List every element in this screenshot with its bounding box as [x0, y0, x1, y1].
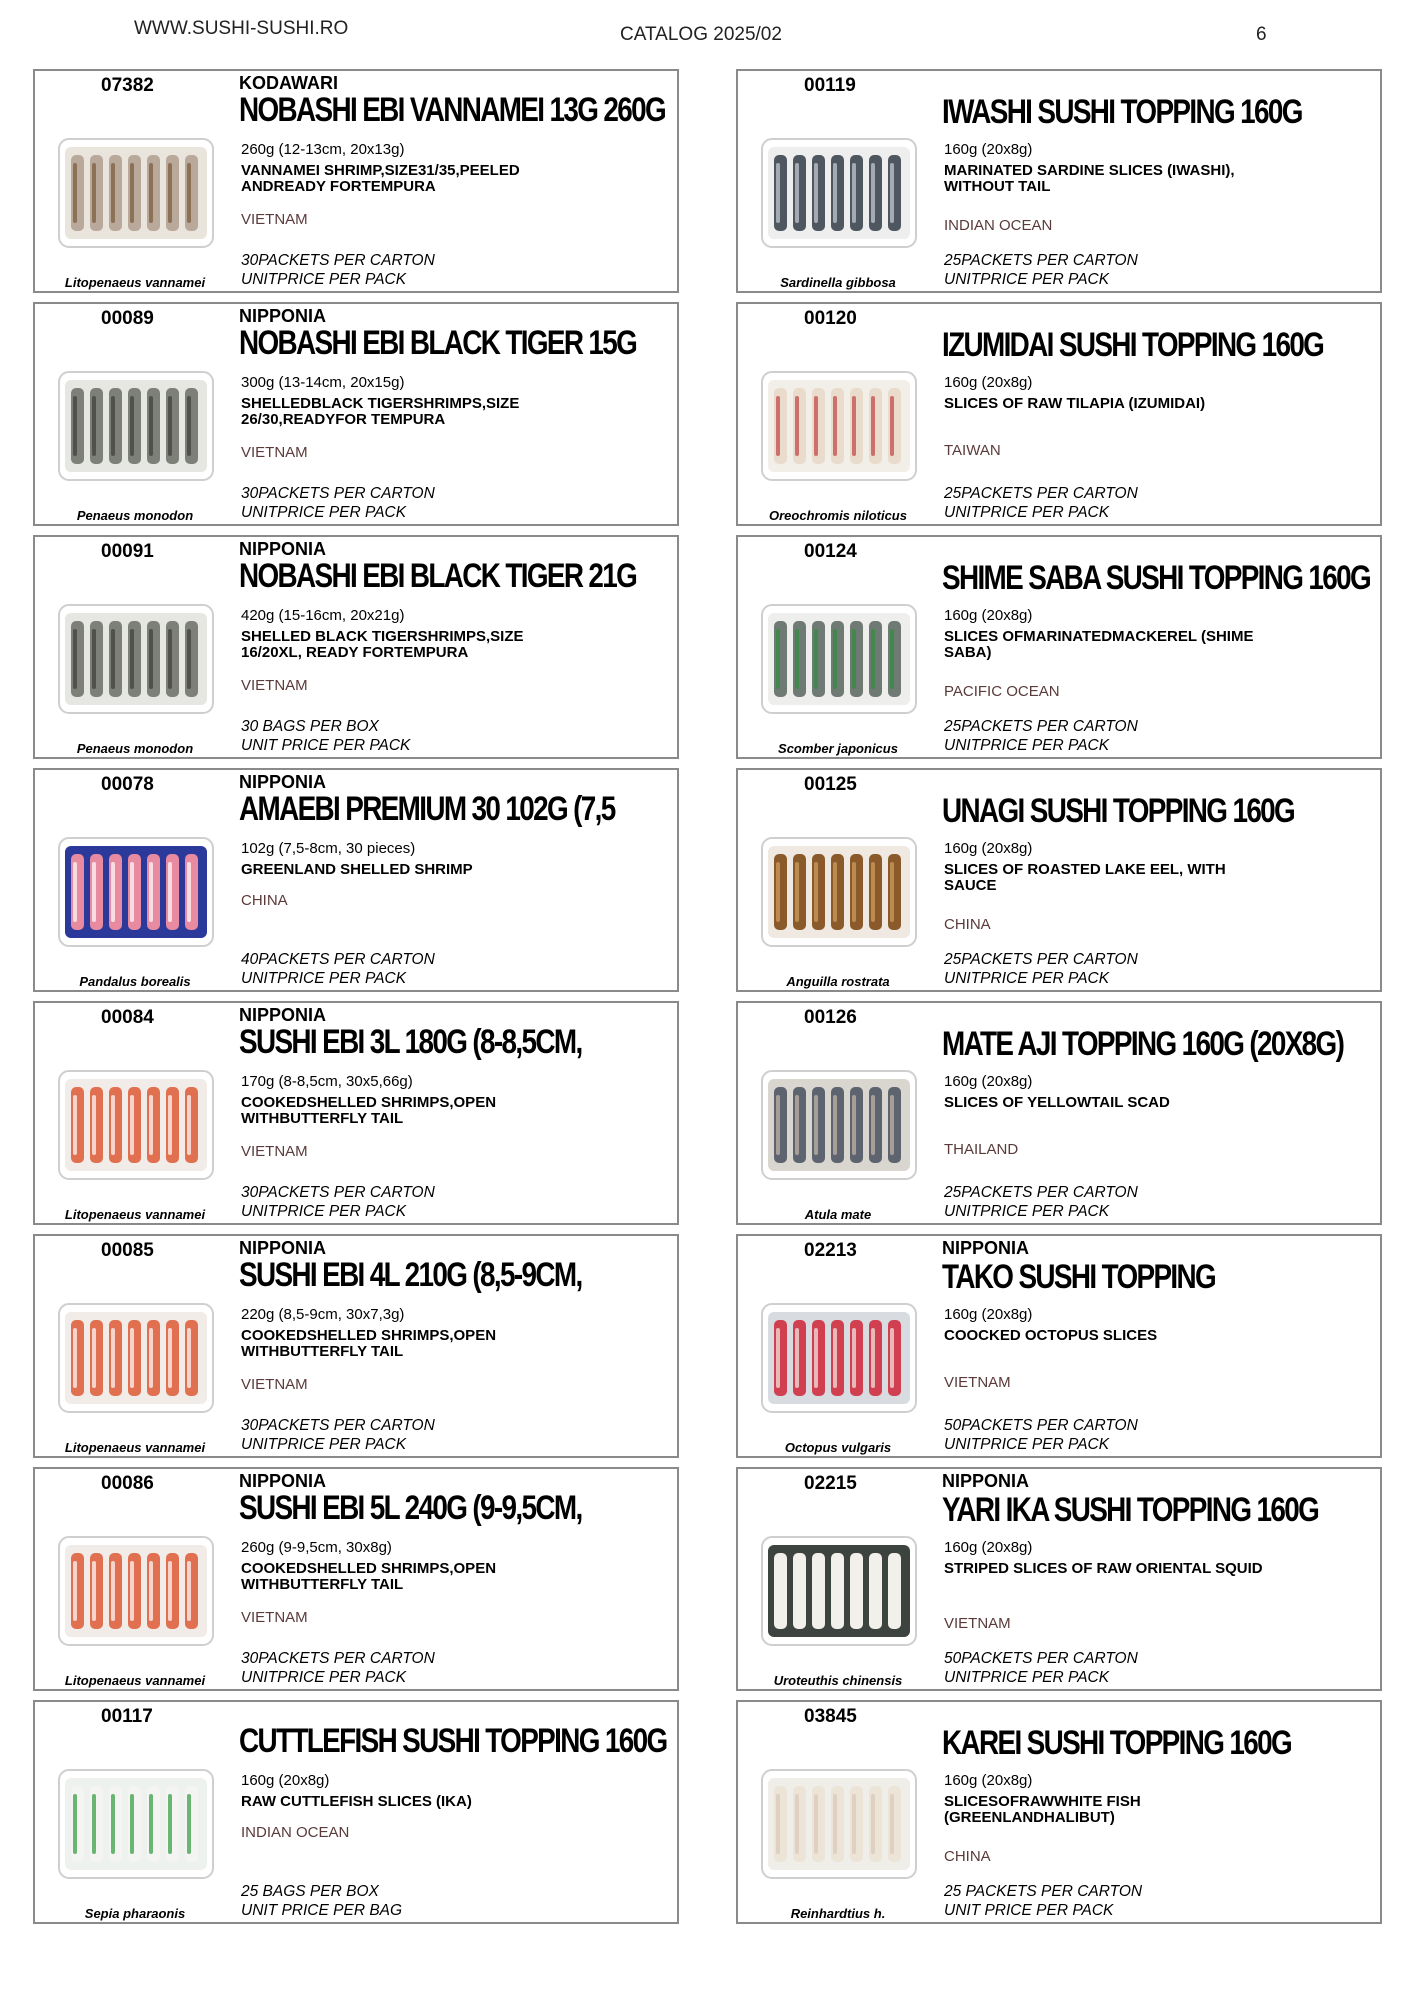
product-description: MARINATED SARDINE SLICES (IWASHI), WITHOUT TAIL: [944, 162, 1235, 195]
product-origin: VIETNAM: [241, 677, 308, 694]
product-description: SLICES OF YELLOWTAIL SCAD: [944, 1094, 1170, 1111]
product-photo: [57, 1764, 215, 1884]
product-card: [33, 69, 679, 293]
product-description: COOKEDSHELLED SHRIMPS,OPEN WITHBUTTERFLY TAIL: [241, 1094, 497, 1127]
product-code: 02215: [804, 1473, 857, 1494]
product-code: 00091: [101, 541, 154, 562]
unit-price-note: UNITPRICE PER PACK: [944, 1436, 1110, 1453]
product-code: 00124: [804, 541, 857, 562]
product-title: YARI IKA SUSHI TOPPING 160G: [942, 1491, 1319, 1529]
product-photo: [57, 1065, 215, 1185]
product-card: [736, 768, 1382, 992]
product-description: SLICESOFRAWWHITE FISH (GREENLANDHALIBUT): [944, 1793, 1141, 1826]
product-weight: 160g (20x8g): [944, 1539, 1033, 1556]
product-weight: 160g (20x8g): [944, 1306, 1033, 1323]
product-origin: VIETNAM: [241, 1376, 308, 1393]
product-card: [736, 1234, 1382, 1458]
pack-quantity: 40PACKETS PER CARTON: [241, 951, 435, 968]
pack-quantity: 30PACKETS PER CARTON: [241, 1650, 435, 1667]
product-title: MATE AJI TOPPING 160G (20X8G): [942, 1025, 1344, 1063]
product-brand: NIPPONIA: [239, 1238, 327, 1258]
unit-price-note: UNITPRICE PER PACK: [241, 504, 407, 521]
pack-quantity: 30PACKETS PER CARTON: [241, 485, 435, 502]
unit-price-note: UNITPRICE PER PACK: [241, 1436, 407, 1453]
product-card: [33, 768, 679, 992]
pack-quantity: 50PACKETS PER CARTON: [944, 1650, 1138, 1667]
product-photo: [57, 133, 215, 253]
product-card: [736, 1700, 1382, 1924]
product-origin: INDIAN OCEAN: [944, 217, 1053, 234]
product-origin: PACIFIC OCEAN: [944, 683, 1060, 700]
product-code: 00125: [804, 774, 857, 795]
product-grid: [33, 69, 1382, 1924]
product-code: 03845: [804, 1706, 857, 1727]
product-brand: NIPPONIA: [239, 772, 327, 792]
product-title: NOBASHI EBI BLACK TIGER 15G: [239, 324, 637, 362]
latin-name: Octopus vulgaris: [784, 1440, 892, 1455]
product-description: RAW CUTTLEFISH SLICES (IKA): [241, 1793, 472, 1810]
product-description: SLICES OF ROASTED LAKE EEL, WITH SAUCE: [944, 861, 1226, 894]
product-title: AMAEBI PREMIUM 30 102G (7,5: [239, 790, 615, 828]
product-photo: [760, 1298, 918, 1418]
product-origin: VIETNAM: [241, 1143, 308, 1160]
product-code: 00117: [101, 1706, 153, 1727]
product-description: SLICES OFMARINATEDMACKEREL (SHIME SABA): [944, 628, 1254, 661]
latin-name: Penaeus monodon: [76, 508, 194, 523]
unit-price-note: UNITPRICE PER PACK: [944, 504, 1110, 521]
product-card: [736, 535, 1382, 759]
product-brand: KODAWARI: [239, 73, 338, 93]
product-title: IZUMIDAI SUSHI TOPPING 160G: [942, 326, 1324, 364]
latin-name: Litopenaeus vannamei: [64, 1673, 206, 1688]
product-photo: [760, 832, 918, 952]
product-photo: [760, 133, 918, 253]
unit-price-note: UNITPRICE PER PACK: [944, 271, 1110, 288]
product-photo: [57, 1298, 215, 1418]
pack-quantity: 25PACKETS PER CARTON: [944, 485, 1138, 502]
product-description: SHELLED BLACK TIGERSHRIMPS,SIZE 16/20XL, READY FORTEMPURA: [241, 628, 524, 661]
pack-quantity: 30PACKETS PER CARTON: [241, 1417, 435, 1434]
product-card: [736, 1001, 1382, 1225]
product-code: 00119: [804, 75, 856, 96]
product-code: 00089: [101, 308, 154, 329]
product-weight: 160g (20x8g): [944, 374, 1033, 391]
product-title: CUTTLEFISH SUSHI TOPPING 160G: [239, 1722, 667, 1760]
product-description: SLICES OF RAW TILAPIA (IZUMIDAI): [944, 395, 1206, 412]
product-photo: [57, 599, 215, 719]
product-card: [736, 1467, 1382, 1691]
product-title: TAKO SUSHI TOPPING: [942, 1258, 1216, 1296]
product-description: GREENLAND SHELLED SHRIMP: [241, 861, 473, 878]
product-photo: [760, 1065, 918, 1185]
product-title: NOBASHI EBI BLACK TIGER 21G: [239, 557, 637, 595]
product-weight: 160g (20x8g): [944, 607, 1033, 624]
product-brand: NIPPONIA: [942, 1238, 1030, 1258]
product-weight: 420g (15-16cm, 20x21g): [241, 607, 405, 624]
latin-name: Litopenaeus vannamei: [64, 275, 206, 290]
product-photo: [57, 366, 215, 486]
product-description: VANNAMEI SHRIMP,SIZE31/35,PEELED ANDREADY FORTEMPURA: [241, 162, 520, 195]
product-origin: VIETNAM: [241, 1609, 308, 1626]
product-code: 00086: [101, 1473, 154, 1494]
product-card: [33, 1234, 679, 1458]
latin-name: Litopenaeus vannamei: [64, 1207, 206, 1222]
product-code: 00085: [101, 1240, 154, 1261]
product-origin: THAILAND: [944, 1141, 1019, 1158]
product-description: COOKEDSHELLED SHRIMPS,OPEN WITHBUTTERFLY TAIL: [241, 1560, 497, 1593]
pack-quantity: 50PACKETS PER CARTON: [944, 1417, 1138, 1434]
product-title: KAREI SUSHI TOPPING 160G: [942, 1724, 1291, 1762]
product-code: 00126: [804, 1007, 857, 1028]
product-weight: 260g (12-13cm, 20x13g): [241, 141, 405, 158]
product-origin: INDIAN OCEAN: [241, 1824, 350, 1841]
product-title: SHIME SABA SUSHI TOPPING 160G: [942, 559, 1371, 597]
product-photo: [760, 1531, 918, 1651]
product-code: 02213: [804, 1240, 857, 1261]
product-code: 00078: [101, 774, 154, 795]
product-photo: [57, 832, 215, 952]
product-weight: 102g (7,5-8cm, 30 pieces): [241, 840, 416, 857]
product-origin: VIETNAM: [241, 211, 308, 228]
pack-quantity: 25 PACKETS PER CARTON: [944, 1883, 1143, 1900]
latin-name: Penaeus monodon: [76, 741, 194, 756]
product-card: [33, 1001, 679, 1225]
product-card: [736, 69, 1382, 293]
product-weight: 160g (20x8g): [944, 1073, 1033, 1090]
product-card: [736, 302, 1382, 526]
latin-name: Scomber japonicus: [778, 741, 898, 756]
unit-price-note: UNITPRICE PER PACK: [944, 1669, 1110, 1686]
product-photo: [760, 1764, 918, 1884]
pack-quantity: 30 BAGS PER BOX: [241, 718, 379, 735]
product-brand: NIPPONIA: [239, 1471, 327, 1491]
product-card: [33, 302, 679, 526]
unit-price-note: UNIT PRICE PER PACK: [944, 1902, 1114, 1919]
catalog-label: CATALOG 2025/02: [620, 24, 782, 45]
latin-name: Uroteuthis chinensis: [773, 1673, 903, 1688]
product-description: COOCKED OCTOPUS SLICES: [944, 1327, 1158, 1344]
product-description: SHELLEDBLACK TIGERSHRIMPS,SIZE 26/30,READYFOR TEMPURA: [241, 395, 520, 428]
product-brand: NIPPONIA: [942, 1471, 1030, 1491]
product-origin: CHINA: [241, 892, 288, 909]
product-weight: 300g (13-14cm, 20x15g): [241, 374, 405, 391]
latin-name: Atula mate: [804, 1207, 872, 1222]
product-weight: 160g (20x8g): [241, 1772, 330, 1789]
product-card: [33, 1700, 679, 1924]
product-weight: 170g (8-8,5cm, 30x5,66g): [241, 1073, 413, 1090]
pack-quantity: 25PACKETS PER CARTON: [944, 951, 1138, 968]
product-photo: [57, 1531, 215, 1651]
product-origin: TAIWAN: [944, 442, 1001, 459]
site-url: WWW.SUSHI-SUSHI.RO: [134, 18, 349, 39]
unit-price-note: UNITPRICE PER PACK: [241, 271, 407, 288]
product-photo: [760, 599, 918, 719]
unit-price-note: UNITPRICE PER PACK: [944, 970, 1110, 987]
product-description: STRIPED SLICES OF RAW ORIENTAL SQUID: [944, 1560, 1263, 1577]
product-origin: VIETNAM: [944, 1374, 1011, 1391]
product-brand: NIPPONIA: [239, 306, 327, 326]
unit-price-note: UNITPRICE PER PACK: [241, 1669, 407, 1686]
product-weight: 220g (8,5-9cm, 30x7,3g): [241, 1306, 405, 1323]
product-title: SUSHI EBI 3L 180G (8-8,5CM,: [239, 1023, 582, 1061]
latin-name: Oreochromis niloticus: [769, 508, 907, 523]
product-weight: 160g (20x8g): [944, 840, 1033, 857]
latin-name: Pandalus borealis: [79, 974, 191, 989]
product-brand: NIPPONIA: [239, 539, 327, 559]
product-code: 00084: [101, 1007, 154, 1028]
product-card: [33, 1467, 679, 1691]
product-description: COOKEDSHELLED SHRIMPS,OPEN WITHBUTTERFLY TAIL: [241, 1327, 497, 1360]
pack-quantity: 25PACKETS PER CARTON: [944, 718, 1138, 735]
product-title: IWASHI SUSHI TOPPING 160G: [942, 93, 1302, 131]
latin-name: Sepia pharaonis: [84, 1906, 186, 1921]
unit-price-note: UNIT PRICE PER BAG: [241, 1902, 403, 1919]
product-weight: 160g (20x8g): [944, 1772, 1033, 1789]
product-origin: VIETNAM: [241, 444, 308, 461]
latin-name: Reinhardtius h.: [790, 1906, 886, 1921]
latin-name: Litopenaeus vannamei: [64, 1440, 206, 1455]
product-origin: CHINA: [944, 916, 991, 933]
product-title: SUSHI EBI 5L 240G (9-9,5CM,: [239, 1489, 582, 1527]
product-title: SUSHI EBI 4L 210G (8,5-9CM,: [239, 1256, 582, 1294]
unit-price-note: UNITPRICE PER PACK: [241, 970, 407, 987]
unit-price-note: UNITPRICE PER PACK: [944, 1203, 1110, 1220]
latin-name: Anguilla rostrata: [786, 974, 890, 989]
latin-name: Sardinella gibbosa: [780, 275, 896, 290]
product-weight: 160g (20x8g): [944, 141, 1033, 158]
product-code: 00120: [804, 308, 857, 329]
product-photo: [760, 366, 918, 486]
product-origin: VIETNAM: [944, 1615, 1011, 1632]
pack-quantity: 25 BAGS PER BOX: [241, 1883, 379, 1900]
product-title: UNAGI SUSHI TOPPING 160G: [942, 792, 1295, 830]
product-origin: CHINA: [944, 1848, 991, 1865]
pack-quantity: 25PACKETS PER CARTON: [944, 252, 1138, 269]
product-weight: 260g (9-9,5cm, 30x8g): [241, 1539, 392, 1556]
unit-price-note: UNIT PRICE PER PACK: [241, 737, 411, 754]
pack-quantity: 30PACKETS PER CARTON: [241, 252, 435, 269]
product-brand: NIPPONIA: [239, 1005, 327, 1025]
product-title: NOBASHI EBI VANNAMEI 13G 260G: [239, 91, 666, 129]
unit-price-note: UNITPRICE PER PACK: [241, 1203, 407, 1220]
product-card: [33, 535, 679, 759]
unit-price-note: UNITPRICE PER PACK: [944, 737, 1110, 754]
product-code: 07382: [101, 75, 154, 96]
pack-quantity: 30PACKETS PER CARTON: [241, 1184, 435, 1201]
pack-quantity: 25PACKETS PER CARTON: [944, 1184, 1138, 1201]
page-number: 6: [1256, 24, 1267, 45]
